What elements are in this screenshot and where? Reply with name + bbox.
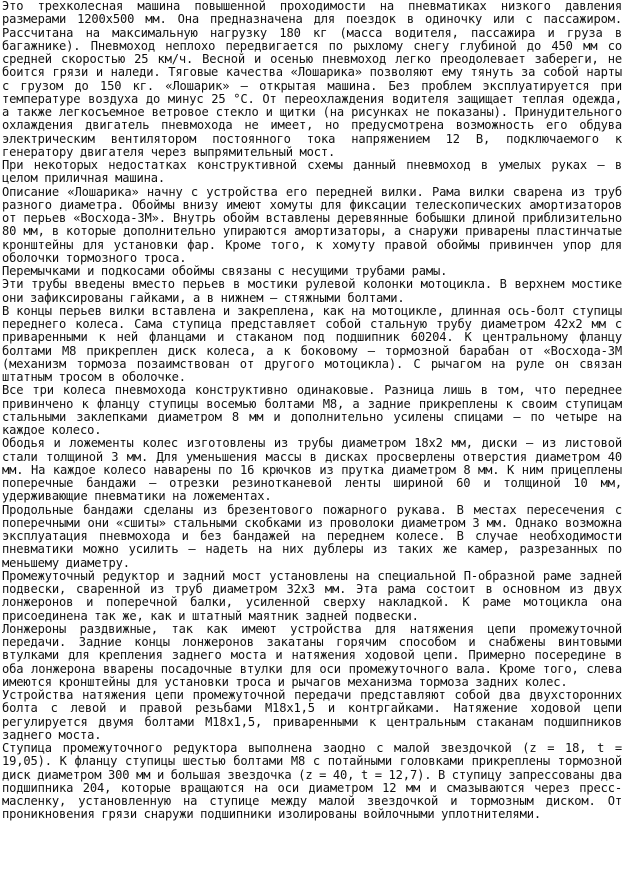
paragraph-bandages: Продольные бандажи сделаны из брезентового пожарного рукава. В местах пересечения с поперечными они «сшиты» стальными скобками из проволоки диаметром 3 мм. Однако возможна эксплуатация пневмохода и без бандажей на переднем колесе. В случае необходимости пневматики можно усилить – надеть на них дублеры из таких же камер, разрезанных по меньшему диаметру.	[2, 502, 622, 570]
paragraph-tubes: Эти трубы введены вместо перьев в мостики рулевой колонки мотоцикла. В верхнем мостике они зафиксированы гайками, а в нижнем – стяжными болтами.	[2, 277, 622, 305]
paragraph-intro: Это трехколесная машина повышенной проходимости на пневматиках низкого давления размерами 1200х500 мм. Она предназначена для поездок в одиночку или с пассажиром. Рассчитана на максимальную нагрузку 180 кг (масса водителя, пассажира и груза в багажнике). Пневмоход неплохо передвигается по рыхлому снегу глубиной до 450 мм со средней скоростью 25 км/ч. Весной и осенью пневмоход легко преодолевает забереги, не боится грязи и наледи. Тяговые качества «Лошарика» позволяют ему тянуть за собой нарты с грузом до 150 кг. «Лошарик» – открытая машина. Без проблем эксплуатируется при температуре воздуха до минус 25 °С. От переохлаждения водителя защищает теплая одежда, а также легкосъемное ветровое стекло и щитки (на рисунках не показаны). Принудительного охлаждения двигатель пневмохода не имеет, но предусмотрена возможность его обдува электрическим вентилятором постоянного тока напряжением 12 В, подключаемого к генератору двигателя через выпрямительный мост.	[2, 0, 622, 159]
paragraph-rear-frame: Промежуточный редуктор и задний мост установлены на специальной П-образной раме задней подвески, сваренной из труб диаметром 32х3 мм. Эта рама состоит в основном из двух лонжеронов и поперечной балки, усиленной сверху накладкой. К раме мотоцикла она присоединена так же, как и штатный маятник задней подвески.	[2, 568, 622, 623]
paragraph-summary: При некоторых недостатках конструктивной схемы данный пневмоход в умелых руках – в целом приличная машина.	[2, 158, 622, 186]
paragraph-front-hub: В концы перьев вилки вставлена и закреплена, как на мотоцикле, длинная ось-болт ступицы переднего колеса. Сама ступица представляет собой стальную трубу диаметром 42х2 мм с приваренными к ней фланцами и стаканом под подшипник 60204. К центральному фланцу болтами М8 прикреплен диск колеса, а к боковому – тормозной барабан от «Восхода-3М (механизм тормоза позаимствован от другого мотоцикла). С рычагом на руле он связан штатным тросом в оболочке.	[2, 303, 622, 384]
paragraph-tensioners: Устройства натяжения цепи промежуточной передачи представляют собой два двухсторонних болта с левой и правой резьбами М18х1,5 и контргайками. Натяжение ходовой цепи регулируется двумя болтами М18х1,5, приваренными к центральным стаканам подшипников заднего моста.	[2, 688, 622, 742]
paragraph-crossbars: Перемычками и подкосами обоймы связаны с несущими трубами рамы.	[2, 264, 448, 278]
paragraph-spars: Лонжероны раздвижные, так как имеют устройства для натяжения цепи промежуточной передачи. Задние концы лонжеронов закатаны горячим способом и снабжены винтовыми втулками для крепления заднего моста и натяжения ходовой цепи. Примерно посередине в оба лонжерона вварены посадочные втулки для оси промежуточного вала. Кроме того, слева имеются кронштейны для установки троса и рычагов механизма тормоза задних колес.	[2, 621, 622, 689]
paragraph-hub-reducer: Ступица промежуточного редуктора выполнена заодно с малой звездочкой (z = 18, t = 19,05). К фланцу ступицы шестью болтами М8 с потайными головками прикреплены тормозной диск диаметром 300 мм и большая звездочка (z = 40, t = 12,7). В ступицу запрессованы два подшипника 204, которые вращаются на оси диаметром 12 мм и смазываются через пресс-масленку, установленную на ступице между малой звездочкой и тормозным диском. От проникновения грязи снаружи подшипники изолированы войлочными уплотнителями.	[2, 741, 622, 822]
paragraph-wheels: Все три колеса пневмохода конструктивно одинаковые. Разница лишь в том, что переднее привинчено к фланцу ступицы восемью болтами М8, а задние прикреплены к своим ступицам стальными заклепками диаметром 8 мм и дополнительно усилены спицами – по четыре на каждое колесо.	[2, 383, 622, 437]
paragraph-front-fork: Описание «Лошарика» начну с устройства его передней вилки. Рама вилки сварена из труб разного диаметра. Обоймы внизу имеют хомуты для фиксации телескопических амортизаторов от перьев «Восхода-3М». Внутрь обойм вставлены деревянные бобышки длиной приблизительно 80 мм, в которые дополнительно упираются амортизаторы, а снаружи приварены пластинчатые кронштейны для установки фар. Кроме того, к хомуту правой обоймы привинчен упор для оболочки тормозного троса.	[2, 184, 622, 265]
paragraph-rims: Ободья и ложементы колес изготовлены из трубы диаметром 18х2 мм, диски – из листовой стали толщиной 3 мм. Для уменьшения массы в дисках просверлены отверстия диаметром 40 мм. На каждое колесо наварены по 16 крючков из прутка диаметром 8 мм. К ним прицеплены поперечные бандажи – отрезки резинотканевой ленты шириной 60 и толщиной 10 мм, удерживающие пневматики на ложементах.	[2, 436, 622, 504]
